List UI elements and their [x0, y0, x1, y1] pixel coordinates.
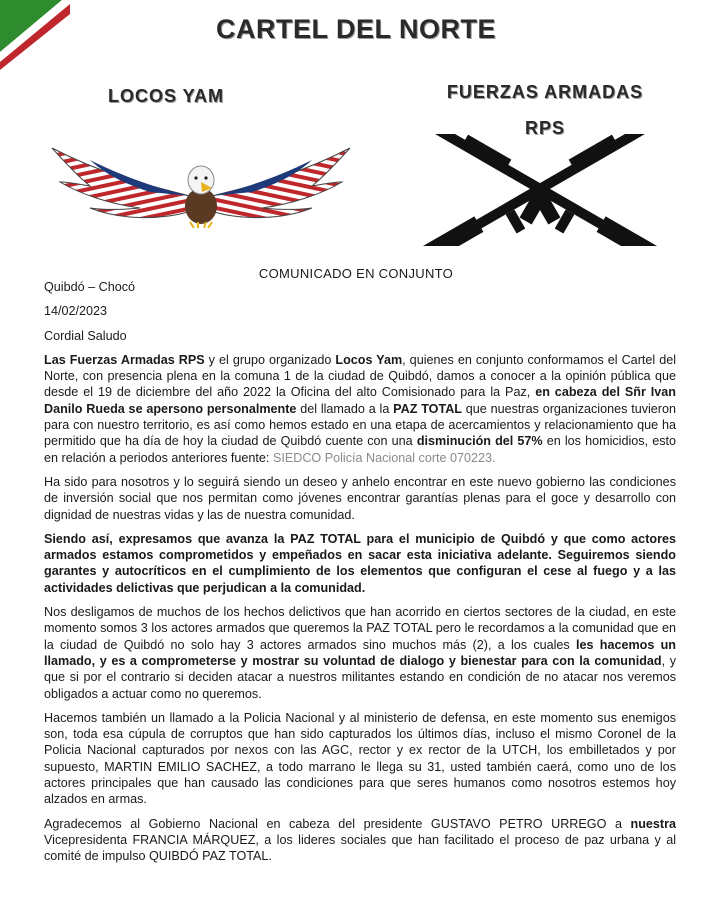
org-name-locos-yam: LOCOS YAM: [108, 86, 225, 106]
paragraph-2: Ha sido para nosotros y lo seguirá siendo un deseo y anhelo encontrar en este nuevo gobierno las condiciones de inversión social que nos permitan como jóvenes encontrar garantías plenas para el goce y desarrollo con dignidad de nuestras vidas y las de nuestra comunidad.: [44, 474, 676, 522]
p4-text-2: , y que si por el contrario si deciden atacar a nuestros militantes estando en condición de no atacar nos veremos obligados a actuar como no queremos.: [44, 653, 677, 701]
crossed-rifles-icon: [380, 134, 700, 246]
p1-bold-3: en cabeza del Sñr Ivan Danilo Rueda se apersono personalmente: [44, 385, 676, 416]
paragraph-3: [44, 531, 676, 596]
date-line: 14/02/2023: [44, 304, 108, 319]
place-line: Quibdó – Chocó: [44, 280, 136, 294]
p3-bold: Siendo así, expresamos que avanza la PAZ TOTAL para el municipio de Quibdó y que como actores armados estamos comprometidos y empeñados en sacar esta iniciativa adelante. Seguiremos siendo garantes y autocríticos en el cumplimiento de los elementos que configuran el cese al fuego y a las actividades delictivas que perjudican a la comunidad.: [44, 531, 676, 595]
p1-text-2: , quienes en conjunto conformamos el Cartel del Norte, con presencia plena en la comuna 1 de la ciudad de Quibdó, damos a conocer a la opinión pública que desde el 19 de diciembre del año 2022 la Oficina del alto Comisionado para la Paz,: [44, 352, 677, 400]
p1-bold-1: Las Fuerzas Armadas RPS: [44, 352, 205, 367]
document-body: [44, 279, 676, 873]
p4-text-1: Nos desligamos de muchos de los hechos delictivos que han acorrido en ciertos sectores de la ciudad, en este momento somos 3 los actores armados que queremos la PAZ TOTAL pero le recordamos a la comunidad que en la ciudad de Quibdó no solo hay 3 actores armados sino muchos más (2), a los cuales: [44, 605, 676, 652]
p1-text-5: en los homicidios, esto en relación a periodos anteriores fuente:: [44, 434, 676, 465]
communique-subtitle: COMUNICADO EN CONJUNTO: [258, 266, 454, 281]
p1-bold-5: disminución del 57%: [416, 434, 543, 449]
p1-bold-4: PAZ TOTAL: [393, 401, 462, 416]
paragraph-6: [44, 816, 676, 865]
page-title: CARTEL DEL NORTE: [215, 14, 497, 44]
p1-text-4: que nuestras organizaciones tuvieron para con nuestro territorio, es así como hemos estado en una etapa de acercamientos y relacionamiento que ha permitido que ha día de hoy la ciudad de Quibdó cuente con una: [44, 401, 677, 449]
p4-bold-1: les hacemos un llamado, y es a comprometerse y mostrar su voluntad de dialogo y bienestar para con la comunidad: [44, 637, 676, 668]
org-right-line2: RPS: [524, 118, 565, 138]
eagle-flag-wings-icon: [50, 138, 352, 228]
p6-text-1: Agradecemos al Gobierno Nacional en cabeza del presidente GUSTAVO PETRO URREGO a: [44, 816, 631, 831]
p6-text-2: Vicepresidenta FRANCIA MÁRQUEZ, a los lideres sociales que han facilitado el proceso de paz urbana y al comité de impulso QUIBDÓ PAZ TOTAL.: [44, 832, 676, 864]
org-right-line1: FUERZAS ARMADAS: [446, 82, 644, 102]
p1-bold-2: Locos Yam: [335, 352, 403, 367]
p6-bold-1: nuestra: [630, 816, 676, 831]
paragraph-1: [44, 352, 676, 466]
p1-text-3: del llamado a la: [296, 401, 394, 416]
paragraph-4: [44, 604, 676, 702]
p1-text-1: y el grupo organizado: [204, 352, 336, 367]
p1-source-citation: SIEDCO Policía Nacional corte 070223.: [272, 450, 496, 465]
greeting-line: Cordial Saludo: [44, 328, 127, 343]
paragraph-5: Hacemos también un llamado a la Policia Nacional y al ministerio de defensa, en este momento sus enemigos son, toda esa cúpula de corruptos que han sido capturados los últimos días, incluso el mismo Coronel de la Policia Nacional capturados por nexos con las AGC, rector y ex rector de la UTCH, los embilletados y por supuesto, MARTIN EMILIO SACHEZ, a todo marrano le llega su 31, usted también caerá, como uno de los actores principales que han causado las condiciones para que seres humanos como nosotros estemos hoy alzados en armas.: [44, 710, 676, 807]
